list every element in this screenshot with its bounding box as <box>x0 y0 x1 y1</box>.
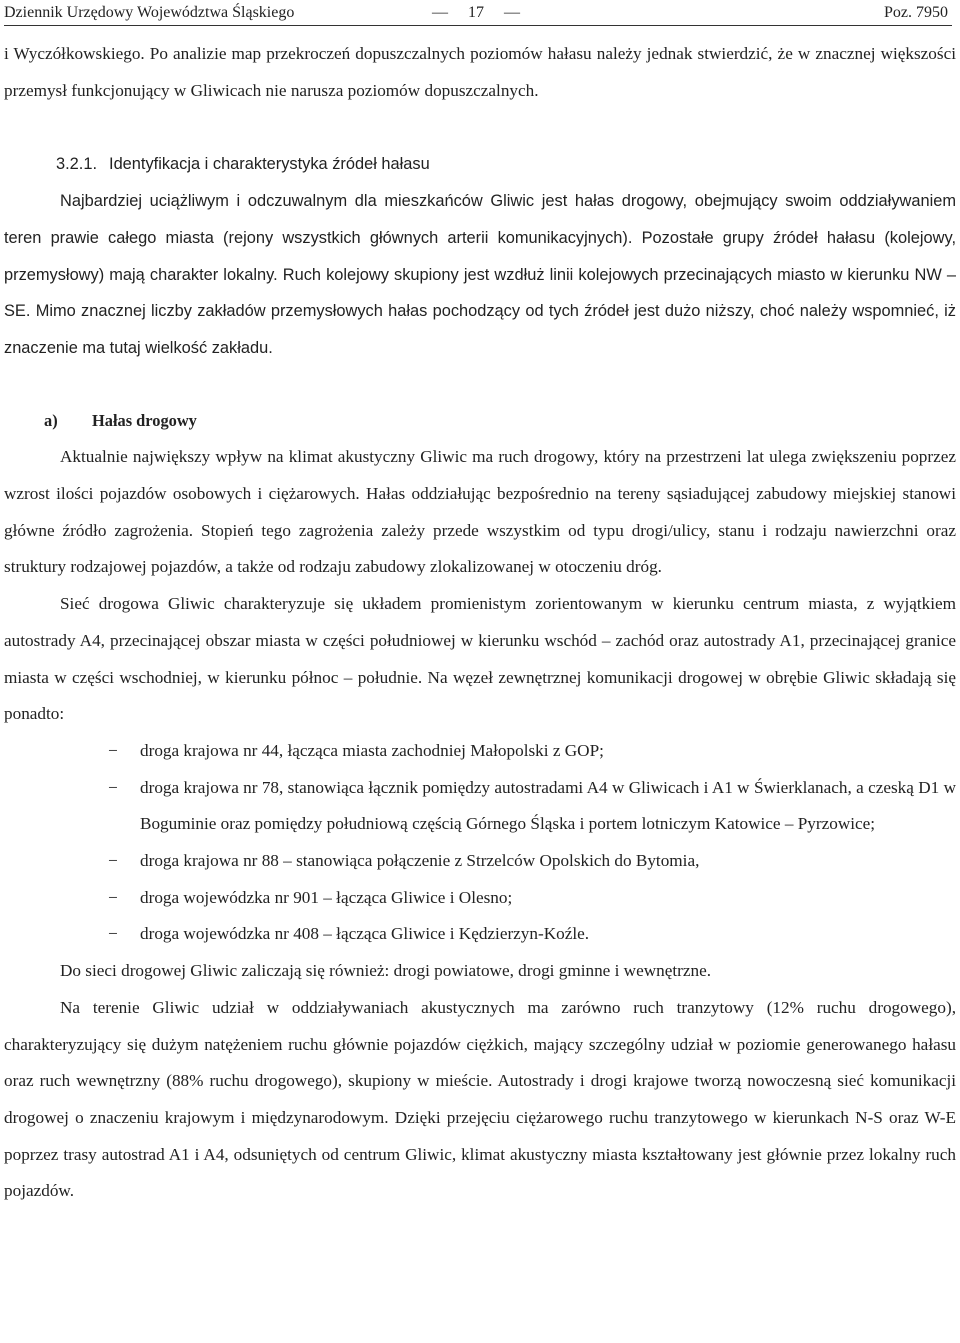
paragraph-4: Na terenie Gliwic udział w oddziaływaniach akustycznych ma zarówno ruch tranzytowy (12% ruchu drogowego), charakteryzujący się dużym natężeniem ruchu głównie pojazdów ciężkich, mający szczególny udział w poziomie generowanego hałasu oraz ruch wewnętrzny (88% ruchu drogowego), skupiony w mieście. Autostrady i drogi krajowe tworzą nowoczesną sieć komunikacji drogowej o znaczeniu krajowym i międzynarodowym. Dzięki przejęciu ciężarowego ruchu tranzytowego w kierunkach N-S oraz W-E poprzez trasy autostrad A1 i A4, odsuniętych od centrum Gliwic, klimat akustyczny miasta kształtowany jest głównie przez lokalny ruch pojazdów. <box>4 997 956 1201</box>
header-rule <box>4 25 952 26</box>
list-item-text: droga krajowa nr 44, łącząca miasta zachodniej Małopolski z GOP; <box>140 740 604 760</box>
list-dash: − <box>108 851 118 871</box>
section-number: 3.2.1. <box>56 155 98 174</box>
roads-list <box>4 733 956 953</box>
page-number: 17 <box>468 4 484 21</box>
intro-paragraph: i Wyczółkowskiego. Po analizie map przekroczeń dopuszczalnych poziomów hałasu należy jednak stwierdzić, że w znacznej większości przemysł funkcjonujący w Gliwicach nie narusza poziomów dopuszczalnych. <box>4 44 956 100</box>
section-paragraph: Najbardziej uciążliwym i odczuwalnym dla mieszkańców Gliwic jest hałas drogowy, obejmujący swoim oddziaływaniem teren prawie całego miasta (rejony wszystkich głównych arterii komunikacyjnych). Pozostałe grupy źródeł hałasu (kolejowy, przemysłowy) mają charakter lokalny. Ruch kolejowy skupiony jest wzdłuż linii kolejowych przecinających miasto w kierunku NW – SE. Mimo znacznej liczby zakładów przemysłowych hałas pochodzący od tych źródeł jest dużo niższy, choć należy wspomnieć, iż znaczenie ma tutaj wielkość zakładu. <box>4 192 956 357</box>
paragraph-2: Sieć drogowa Gliwic charakteryzuje się układem promienistym zorientowanym w kierunku centrum miasta, z wyjątkiem autostrady A4, przecinającej obszar miasta w części południowej w kierunku wschód – zachód oraz autostrady A1, przecinającej granice miasta w części wschodniej, w kierunku północ – południe. Na węzeł zewnętrznej komunikacji drogowej w obrębie Gliwic składają się ponadto: <box>4 594 956 724</box>
list-item-text: droga wojewódzka nr 901 – łącząca Gliwice i Olesno; <box>140 887 513 907</box>
page-number-block <box>4 2 948 24</box>
page-dash-2: — <box>504 4 520 21</box>
list-item <box>4 770 956 843</box>
page-header <box>4 2 948 24</box>
list-item-text: droga krajowa nr 88 – stanowiąca połączenie z Strzelców Opolskich do Bytomia, <box>140 851 700 871</box>
list-item <box>4 843 956 880</box>
list-item-text: droga wojewódzka nr 408 – łącząca Gliwice i Kędzierzyn-Koźle. <box>140 924 590 944</box>
paragraph-1: Aktualnie największy wpływ na klimat akustyczny Gliwic ma ruch drogowy, który na przestrzeni lat ulega zwiększeniu poprzez wzrost ilości pojazdów osobowych i ciężarowych. Hałas oddziałując bezpośrednio na tereny sąsiadującej zabudowy miejskiej stanowi główne źródło zagrożenia. Stopień tego zagrożenia zależy przede wszystkim od typu drogi/ulicy, stanu i rodzaju nawierzchni oraz struktury rodzajowej pojazdów, a także od rodzaju zabudowy zlokalizowanej w otoczeniu dróg. <box>4 447 956 577</box>
list-item-text: droga krajowa nr 78, stanowiąca łącznik pomiędzy autostradami A4 w Gliwicach i A1 w Świerklanach, a czeską D1 w Boguminie oraz pomiędzy południową częścią Górnego Śląska i portem lotniczym Katowice – Pyrzowice; <box>140 777 956 834</box>
position-number: Poz. 7950 <box>884 4 948 21</box>
list-dash: − <box>108 777 118 797</box>
list-dash: − <box>108 887 118 907</box>
subsection-heading <box>4 403 956 440</box>
journal-title: Dziennik Urzędowy Województwa Śląskiego <box>4 4 295 21</box>
list-dash: − <box>108 740 118 760</box>
document-body <box>4 36 956 1210</box>
list-dash: − <box>108 924 118 944</box>
page-dash: — <box>432 4 448 21</box>
section-3-2-1 <box>4 146 956 366</box>
section-heading <box>4 146 956 183</box>
list-item <box>4 733 956 770</box>
paragraph-3: Do sieci drogowej Gliwic zaliczają się również: drogi powiatowe, drogi gminne i wewnętrzne. <box>60 961 712 981</box>
list-item <box>4 916 956 953</box>
list-item <box>4 880 956 917</box>
subsection-title: Hałas drogowy <box>92 410 197 430</box>
section-title: Identyfikacja i charakterystyka źródeł hałasu <box>109 155 430 174</box>
subsection-label: a) <box>44 410 58 430</box>
